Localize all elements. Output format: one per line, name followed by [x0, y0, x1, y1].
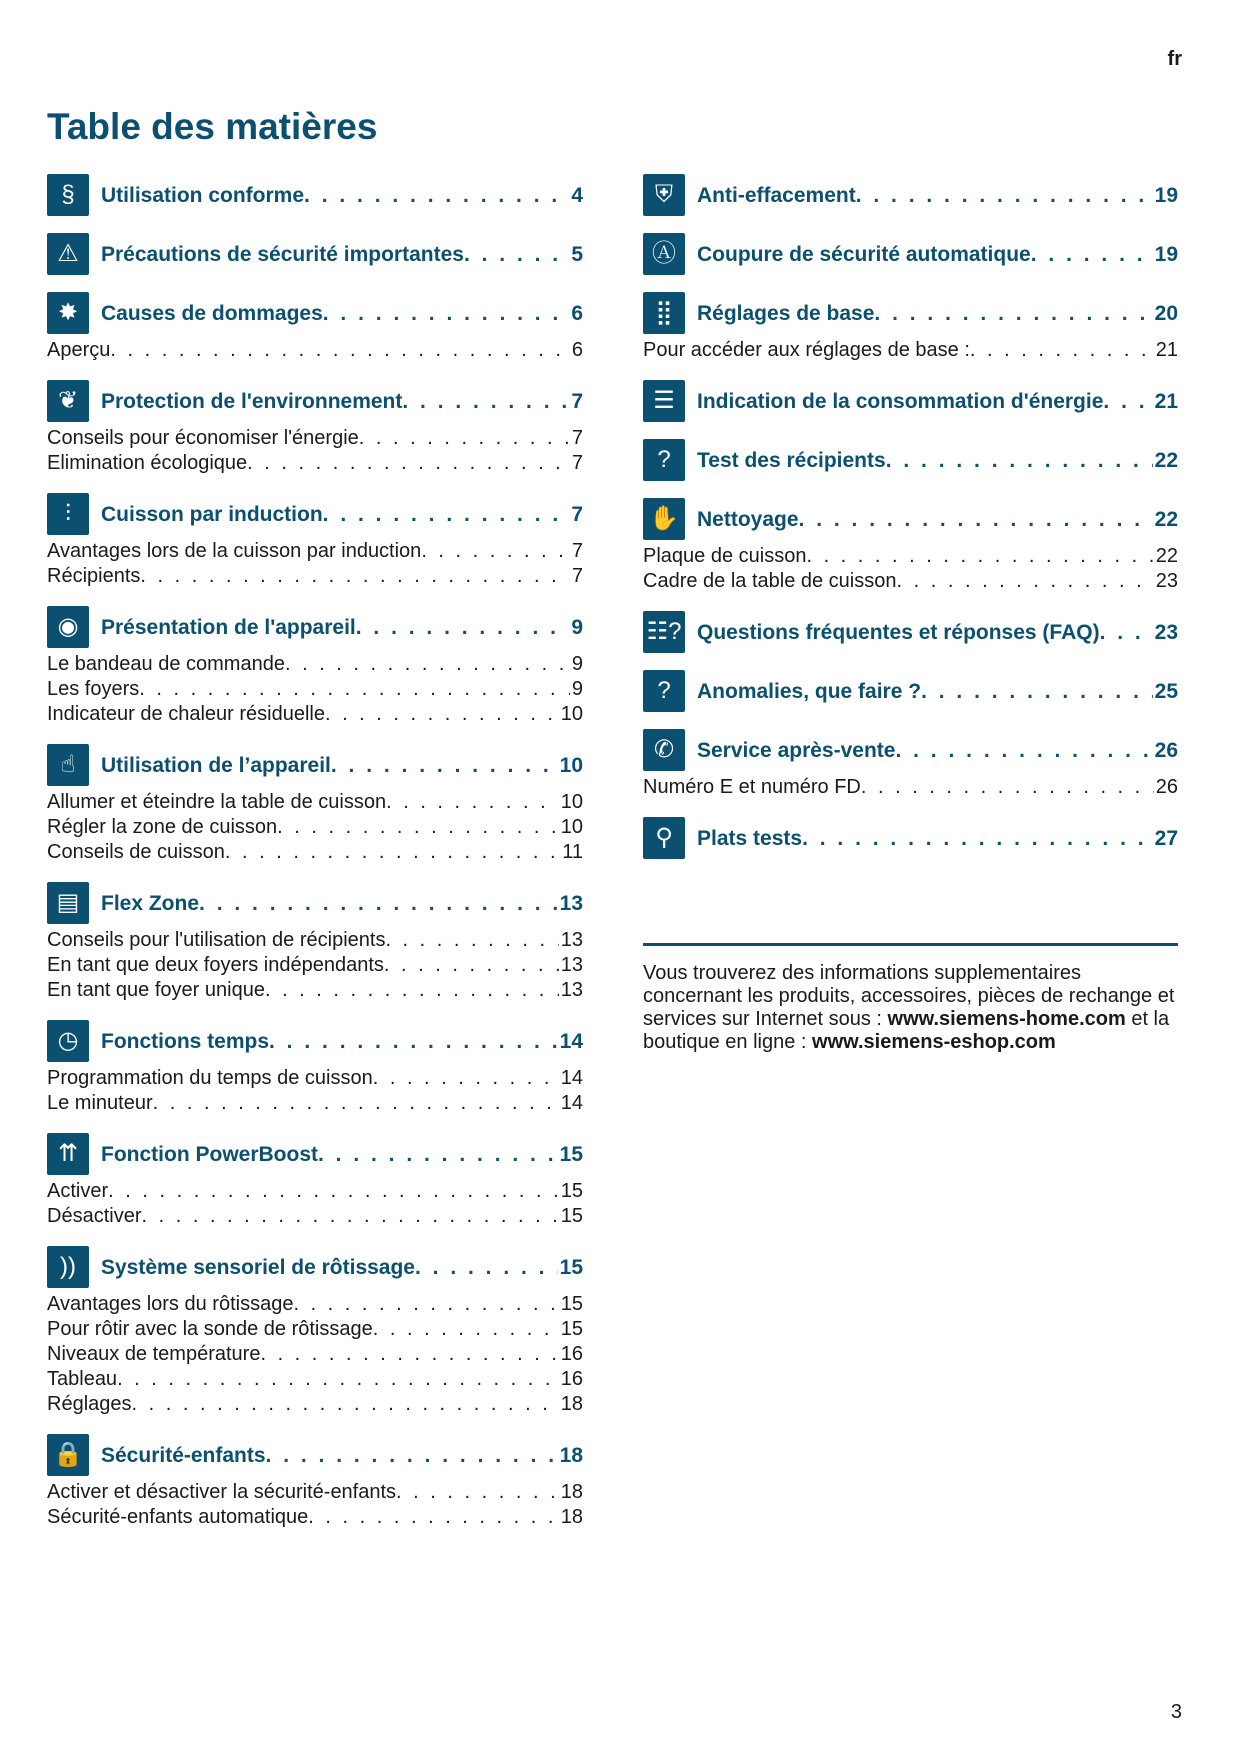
toc-page-number: 21	[1154, 389, 1178, 413]
toc-page-number: 13	[560, 929, 583, 951]
phone-handset-icon: ✆	[643, 729, 685, 771]
toc-heading-entry[interactable]	[101, 615, 583, 640]
roasting-sensor-icon: ))	[47, 1246, 89, 1288]
toc-section	[643, 817, 1178, 859]
language-code: fr	[1167, 48, 1182, 70]
toc-section	[47, 606, 583, 727]
toc-page-number: 26	[1154, 738, 1178, 762]
toc-page-number: 22	[1155, 545, 1178, 567]
dot-leader	[895, 738, 1152, 763]
toc-sub-label: Activer et désactiver la sécurité-enfants	[47, 1481, 397, 1503]
dot-leader	[1100, 620, 1153, 645]
toc-left-column	[47, 174, 583, 1547]
toc-sub-entry[interactable]	[47, 1179, 583, 1204]
toc-sub-label: En tant que deux foyers indépendants	[47, 954, 384, 976]
dot-leader	[921, 679, 1153, 704]
toc-page-number: 10	[560, 791, 583, 813]
toc-page-number: 15	[560, 1205, 583, 1227]
toc-sub-label: Aperçu	[47, 339, 111, 361]
toc-sub-entry[interactable]	[47, 1392, 583, 1417]
toc-sub-label: Allumer et éteindre la table de cuisson	[47, 791, 387, 813]
toc-heading-label: Protection de l'environnement	[101, 389, 403, 413]
toc-heading-label: Utilisation conforme	[101, 183, 305, 207]
toc-heading	[47, 1434, 583, 1476]
shield-hand-icon: ⛨	[643, 174, 685, 216]
toc-heading-label: Fonctions temps	[101, 1029, 270, 1053]
toc-heading-label: Flex Zone	[101, 891, 200, 915]
toc-heading	[643, 611, 1178, 653]
toc-page-number: 4	[571, 183, 583, 207]
toc-section	[643, 729, 1178, 800]
warning-triangle-icon: ⚠	[47, 233, 89, 275]
clock-icon: ◷	[47, 1020, 89, 1062]
toc-page-number: 25	[1154, 679, 1178, 703]
toc-sub-list	[47, 1179, 583, 1229]
divider	[643, 943, 1178, 946]
dot-leader	[396, 1480, 559, 1505]
toc-sub-label: Le minuteur	[47, 1092, 153, 1114]
toc-page-number: 15	[560, 1318, 583, 1340]
dot-leader	[325, 702, 559, 727]
toc-section	[47, 233, 583, 275]
toc-heading-label: Système sensoriel de rôtissage	[101, 1255, 415, 1279]
toc-heading-entry[interactable]	[101, 183, 583, 208]
dot-leader	[897, 569, 1154, 594]
toc-sub-entry[interactable]	[47, 1292, 583, 1317]
hand-touch-icon: ☝	[47, 744, 89, 786]
toc-sub-label: En tant que foyer unique	[47, 979, 265, 1001]
toc-heading-entry[interactable]	[697, 620, 1178, 645]
toc-sub-label: Activer	[47, 1180, 109, 1202]
toc-heading	[47, 1246, 583, 1288]
toc-heading	[47, 233, 583, 275]
dot-leader	[266, 1443, 558, 1468]
info-link-siemens-eshop[interactable]: www.siemens-eshop.com	[812, 1031, 1056, 1053]
toc-heading-label: Test des récipients	[697, 448, 886, 472]
toc-sub-label: Avantages lors de la cuisson par induction	[47, 540, 422, 562]
toc-page-number: 15	[559, 1255, 583, 1279]
faq-list-icon: ☷?	[643, 611, 685, 653]
toc-section	[47, 292, 583, 363]
toc-page-number: 7	[571, 540, 583, 562]
toc-page-number: 15	[560, 1180, 583, 1202]
toc-sub-list	[643, 775, 1178, 800]
dot-leader	[359, 426, 570, 451]
toc-heading	[47, 1133, 583, 1175]
toc-heading	[47, 174, 583, 216]
toc-page-number: 6	[571, 301, 583, 325]
dot-leader	[384, 953, 559, 978]
toc-heading	[47, 292, 583, 334]
toc-heading	[47, 882, 583, 924]
toc-page-number: 6	[571, 339, 583, 361]
toc-page-number: 7	[571, 452, 583, 474]
toc-section	[47, 1434, 583, 1530]
toc-heading	[643, 174, 1178, 216]
toc-sub-list	[643, 338, 1178, 363]
toc-sub-label: Régler la zone de cuisson	[47, 816, 278, 838]
toc-sub-entry[interactable]	[47, 1066, 583, 1091]
toc-section	[643, 611, 1178, 653]
toc-heading-entry[interactable]	[101, 1029, 583, 1054]
toc-page-number: 14	[560, 1092, 583, 1114]
toc-section	[47, 882, 583, 1003]
toc-page-number: 15	[560, 1293, 583, 1315]
dot-leader	[323, 502, 570, 527]
toc-section	[643, 670, 1178, 712]
flex-zone-icon: ▤	[47, 882, 89, 924]
toc-heading-entry[interactable]	[697, 242, 1178, 267]
dot-leader	[373, 1066, 559, 1091]
toc-sub-label: Numéro E et numéro FD	[643, 776, 861, 798]
toc-heading-entry[interactable]	[101, 242, 583, 267]
toc-sub-label: Sécurité-enfants automatique	[47, 1506, 309, 1528]
toc-sub-entry[interactable]	[47, 564, 583, 589]
toc-heading-entry[interactable]	[101, 301, 583, 326]
toc-page-number: 19	[1154, 242, 1178, 266]
toc-heading-entry[interactable]	[101, 753, 583, 778]
toc-section	[643, 233, 1178, 275]
dot-leader	[356, 615, 570, 640]
toc-section	[47, 1020, 583, 1116]
toc-section	[47, 493, 583, 589]
dot-leader	[421, 539, 570, 564]
toc-heading	[643, 817, 1178, 859]
toc-section	[643, 174, 1178, 216]
toc-sub-label: Programmation du temps de cuisson	[47, 1067, 373, 1089]
toc-sub-entry[interactable]	[47, 1204, 583, 1229]
dot-leader	[415, 1255, 558, 1280]
toc-sub-entry[interactable]	[47, 539, 583, 564]
toc-sub-entry[interactable]	[47, 1342, 583, 1367]
toc-heading-label: Présentation de l'appareil	[101, 615, 356, 639]
toc-page-number: 16	[560, 1343, 583, 1365]
toc-section	[47, 744, 583, 865]
toc-right-column	[643, 174, 1178, 876]
toc-sub-entry[interactable]	[47, 815, 583, 840]
dot-leader	[1103, 389, 1152, 414]
dot-leader	[260, 1342, 558, 1367]
toc-heading-label: Questions fréquentes et réponses (FAQ)	[697, 620, 1100, 644]
toc-heading-label: Cuisson par induction	[101, 502, 323, 526]
toc-page-number: 18	[560, 1393, 583, 1415]
dot-leader	[110, 338, 570, 363]
toc-page-number: 7	[571, 565, 583, 587]
hammer-damage-icon: ✸	[47, 292, 89, 334]
toc-heading	[47, 606, 583, 648]
toc-sub-entry[interactable]	[47, 338, 583, 363]
toc-sub-label: Niveaux de température	[47, 1343, 261, 1365]
toc-page-number: 22	[1154, 507, 1178, 531]
dot-leader	[323, 301, 570, 326]
toc-section	[47, 174, 583, 216]
toc-page-number: 18	[560, 1481, 583, 1503]
toc-heading-entry[interactable]	[697, 738, 1178, 763]
dot-leader	[139, 677, 570, 702]
toc-heading-label: Plats tests	[697, 826, 803, 850]
toc-page-number: 21	[1155, 339, 1178, 361]
toc-sub-list	[47, 539, 583, 589]
toc-sub-list	[47, 1066, 583, 1116]
toc-sub-entry[interactable]	[643, 338, 1178, 363]
dot-leader	[1031, 242, 1153, 267]
dot-leader	[117, 1367, 559, 1392]
toc-heading-entry[interactable]	[697, 183, 1178, 208]
toc-heading	[643, 729, 1178, 771]
toc-heading-label: Utilisation de l’appareil	[101, 753, 331, 777]
toc-heading	[47, 1020, 583, 1062]
toc-page-number: 10	[560, 703, 583, 725]
eye-icon: ◉	[47, 606, 89, 648]
toc-page-number: 9	[571, 678, 583, 700]
toc-section	[47, 1246, 583, 1417]
toc-page-number: 20	[1154, 301, 1178, 325]
dot-leader	[108, 1179, 559, 1204]
toc-heading-entry[interactable]	[101, 891, 583, 916]
toc-heading	[643, 380, 1178, 422]
toc-sub-list	[47, 338, 583, 363]
toc-sub-entry[interactable]	[47, 451, 583, 476]
toc-sub-entry[interactable]	[47, 953, 583, 978]
toc-heading	[643, 292, 1178, 334]
dot-leader	[861, 775, 1154, 800]
dot-leader	[802, 826, 1153, 851]
toc-heading-label: Nettoyage	[697, 507, 799, 531]
info-link-siemens-home[interactable]: www.siemens-home.com	[887, 1008, 1126, 1030]
toc-sub-label: Les foyers	[47, 678, 140, 700]
toc-section	[643, 439, 1178, 481]
dot-leader	[199, 891, 558, 916]
toc-heading-label: Réglages de base	[697, 301, 875, 325]
toc-page-number: 11	[562, 841, 583, 863]
toc-sub-entry[interactable]	[47, 978, 583, 1003]
toc-sub-label: Cadre de la table de cuisson	[643, 570, 897, 592]
dot-leader	[269, 1029, 558, 1054]
toc-sub-label: Avantages lors du rôtissage	[47, 1293, 294, 1315]
toc-section	[47, 1133, 583, 1229]
dot-leader	[799, 507, 1153, 532]
dot-leader	[247, 451, 570, 476]
toc-sub-entry[interactable]	[47, 426, 583, 451]
dot-leader	[293, 1292, 558, 1317]
toc-sub-entry[interactable]	[47, 1367, 583, 1392]
toc-heading-entry[interactable]	[697, 301, 1178, 326]
toc-page-number: 10	[560, 816, 583, 838]
dot-leader	[373, 1317, 559, 1342]
toc-heading-label: Service après-vente	[697, 738, 896, 762]
toc-heading-entry[interactable]	[697, 507, 1178, 532]
toc-sub-label: Réglages	[47, 1393, 132, 1415]
toc-sub-label: Pour rôtir avec la sonde de rôtissage	[47, 1318, 373, 1340]
toc-page-number: 18	[560, 1506, 583, 1528]
toc-sub-entry[interactable]	[47, 928, 583, 953]
dot-leader	[464, 242, 569, 267]
toc-sub-label: Tableau	[47, 1368, 118, 1390]
toc-page-number: 10	[559, 753, 583, 777]
toc-heading-entry[interactable]	[101, 1142, 583, 1167]
dot-leader	[308, 1505, 558, 1530]
toc-heading-entry[interactable]	[697, 826, 1178, 851]
toc-heading-entry[interactable]	[697, 679, 1178, 704]
toc-heading-entry[interactable]	[697, 389, 1178, 414]
toc-sub-list	[47, 426, 583, 476]
toc-page-number: 5	[571, 242, 583, 266]
dot-leader	[225, 840, 560, 865]
toc-sub-list	[47, 1480, 583, 1530]
toc-heading-label: Coupure de sécurité automatique	[697, 242, 1031, 266]
toc-section	[47, 380, 583, 476]
toc-heading-entry[interactable]	[101, 389, 583, 414]
toc-page-number: 27	[1154, 826, 1178, 850]
toc-sub-label: Plaque de cuisson	[643, 545, 807, 567]
toc-page-number: 9	[571, 615, 583, 639]
magnifier-icon: ⚲	[643, 817, 685, 859]
toc-heading-label: Causes de dommages	[101, 301, 323, 325]
question-mark-icon: ?	[643, 670, 685, 712]
dot-leader	[141, 1204, 558, 1229]
powerboost-pot-icon: ⇈	[47, 1133, 89, 1175]
info-paragraph	[643, 962, 1183, 1054]
toc-sub-entry[interactable]	[643, 544, 1178, 569]
toc-sub-list	[47, 790, 583, 865]
toc-sub-entry[interactable]	[47, 1317, 583, 1342]
toc-sub-entry[interactable]	[47, 677, 583, 702]
page-title: Table des matières	[47, 106, 378, 147]
toc-page-number: 13	[560, 954, 583, 976]
dot-leader	[331, 753, 558, 778]
toc-sub-label: Désactiver	[47, 1205, 142, 1227]
dot-leader	[277, 815, 559, 840]
toc-sub-label: Conseils de cuisson	[47, 841, 225, 863]
dot-leader	[153, 1091, 559, 1116]
toc-page-number: 13	[560, 979, 583, 1001]
dot-leader	[132, 1392, 559, 1417]
dot-leader	[304, 183, 569, 208]
toc-sub-label: Conseils pour économiser l'énergie	[47, 427, 359, 449]
dot-leader	[318, 1142, 558, 1167]
toc-page-number: 7	[571, 502, 583, 526]
energy-bars-icon: ☰	[643, 380, 685, 422]
page-number: 3	[1170, 1701, 1182, 1723]
toc-sub-label: Conseils pour l'utilisation de récipients	[47, 929, 386, 951]
info-text-1: Vous trouverez des informations supplementaires concernant les produits, accessoires, pièces de rechange et services sur Internet sous :	[643, 962, 1175, 1030]
toc-page-number: 9	[571, 653, 583, 675]
toc-sub-label: Le bandeau de commande	[47, 653, 285, 675]
toc-sub-label: Récipients	[47, 565, 141, 587]
padlock-icon: 🔒	[47, 1434, 89, 1476]
toc-page-number: 15	[559, 1142, 583, 1166]
toc-sub-entry[interactable]	[643, 569, 1178, 594]
toc-heading	[643, 498, 1178, 540]
toc-heading-entry[interactable]	[101, 1255, 583, 1280]
toc-page-number: 16	[560, 1368, 583, 1390]
toc-sub-entry[interactable]	[47, 840, 583, 865]
cleaning-cloth-icon: ✋	[643, 498, 685, 540]
toc-heading-entry[interactable]	[101, 502, 583, 527]
toc-page-number: 22	[1154, 448, 1178, 472]
toc-page-number: 14	[559, 1029, 583, 1053]
dot-leader	[386, 790, 559, 815]
dot-leader	[265, 978, 559, 1003]
toc-heading	[47, 744, 583, 786]
section-hand-icon: §	[47, 174, 89, 216]
toc-section	[643, 498, 1178, 594]
dot-leader	[886, 448, 1153, 473]
dot-leader	[285, 652, 570, 677]
toc-heading-label: Sécurité-enfants	[101, 1443, 266, 1467]
leaf-environment-icon: ❦	[47, 380, 89, 422]
toc-sub-entry[interactable]	[47, 702, 583, 727]
toc-heading-label: Indication de la consommation d'énergie	[697, 389, 1104, 413]
toc-sub-entry[interactable]	[47, 1091, 583, 1116]
toc-page-number: 14	[560, 1067, 583, 1089]
toc-sub-label: Indicateur de chaleur résiduelle	[47, 703, 325, 725]
toc-sub-entry[interactable]	[47, 1480, 583, 1505]
toc-sub-label: Pour accéder aux réglages de base :	[643, 339, 970, 361]
toc-sub-label: Elimination écologique	[47, 452, 248, 474]
toc-heading	[643, 670, 1178, 712]
info-text-2: et la boutique en ligne :	[643, 1008, 1170, 1053]
toc-section	[643, 292, 1178, 363]
induction-coil-icon: ⫶	[47, 493, 89, 535]
toc-sub-entry[interactable]	[47, 1505, 583, 1530]
toc-heading	[643, 233, 1178, 275]
toc-heading	[47, 493, 583, 535]
toc-heading-label: Précautions de sécurité importantes	[101, 242, 464, 266]
toc-sub-entry[interactable]	[47, 790, 583, 815]
toc-page-number: 13	[559, 891, 583, 915]
toc-heading-label: Anti-effacement	[697, 183, 856, 207]
toc-page-number: 18	[559, 1443, 583, 1467]
dot-leader	[806, 544, 1153, 569]
dot-leader	[970, 338, 1154, 363]
toc-sub-entry[interactable]	[47, 652, 583, 677]
toc-page-number: 19	[1154, 183, 1178, 207]
toc-heading	[47, 380, 583, 422]
dot-leader	[856, 183, 1153, 208]
dot-leader	[874, 301, 1152, 326]
dot-leader	[402, 389, 569, 414]
auto-power-off-icon: Ⓐ	[643, 233, 685, 275]
toc-sub-list	[643, 544, 1178, 594]
toc-heading-label: Anomalies, que faire ?	[697, 679, 922, 703]
toc-page-number: 23	[1155, 570, 1178, 592]
toc-page-number: 7	[571, 389, 583, 413]
grid-settings-icon: ⣿	[643, 292, 685, 334]
toc-heading	[643, 439, 1178, 481]
toc-page-number: 26	[1155, 776, 1178, 798]
toc-sub-list	[47, 928, 583, 1003]
toc-sub-entry[interactable]	[643, 775, 1178, 800]
toc-heading-entry[interactable]	[101, 1443, 583, 1468]
toc-heading-label: Fonction PowerBoost	[101, 1142, 318, 1166]
dot-leader	[140, 564, 569, 589]
toc-heading-entry[interactable]	[697, 448, 1178, 473]
toc-page-number: 23	[1154, 620, 1178, 644]
dot-leader	[385, 928, 558, 953]
pot-test-icon: ?	[643, 439, 685, 481]
toc-page-number: 7	[571, 427, 583, 449]
toc-section	[643, 380, 1178, 422]
toc-sub-list	[47, 652, 583, 727]
toc-sub-list	[47, 1292, 583, 1417]
